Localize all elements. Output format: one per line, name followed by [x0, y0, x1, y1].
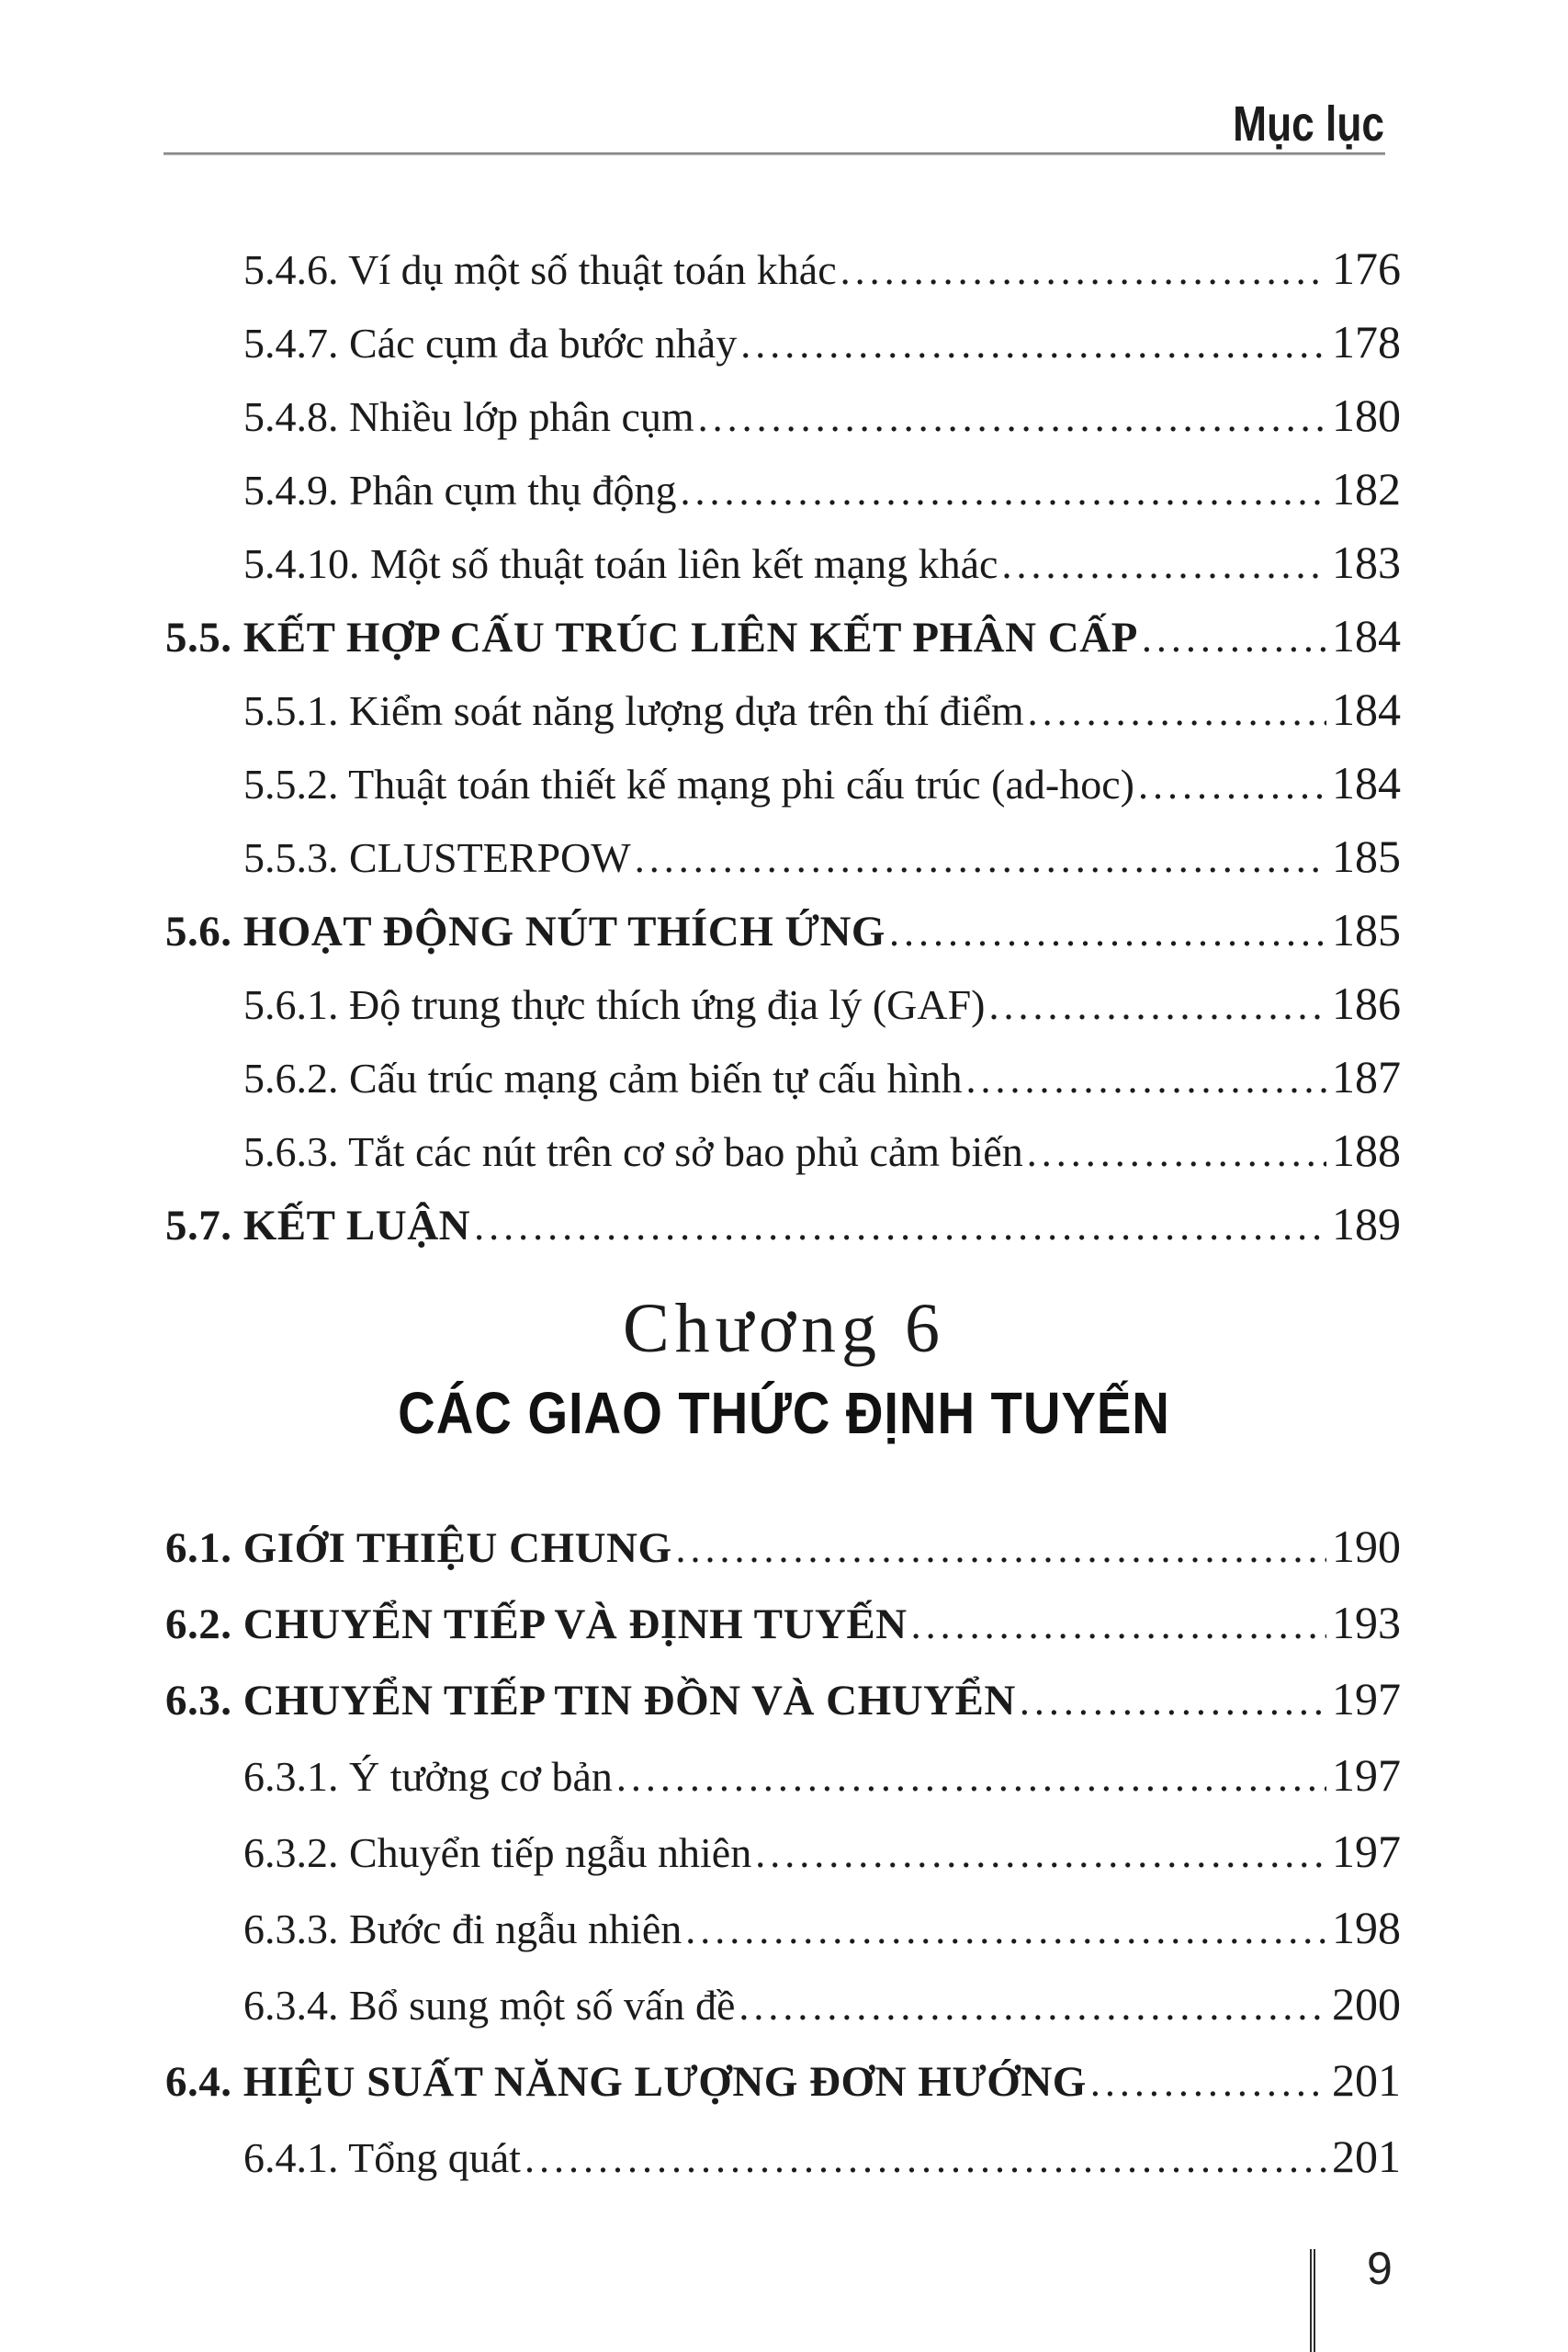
toc-entry-page: 201 — [1332, 2054, 1401, 2106]
dot-leader — [1001, 528, 1326, 602]
dot-leader — [616, 1739, 1326, 1815]
toc-entry-page: 197 — [1332, 1673, 1401, 1724]
toc-entry — [165, 746, 1401, 820]
toc-entry-label: 6.1. GIỚI THIỆU CHUNG — [165, 1524, 672, 1572]
chapter-kicker: Chương 6 — [622, 1290, 946, 1367]
toc-entry-page: 188 — [1332, 1125, 1401, 1176]
toc-entry-page: 180 — [1332, 390, 1401, 441]
toc-entry-label: 5.5.2. Thuật toán thiết kế mạng phi cấu trúc (ad-hoc) — [243, 761, 1134, 808]
toc-entry-page: 197 — [1332, 1749, 1401, 1801]
chapter-heading — [0, 1290, 1568, 1446]
dot-leader — [889, 896, 1326, 969]
toc-entry-page: 201 — [1332, 2131, 1401, 2182]
toc-entry — [165, 893, 1401, 967]
dot-leader — [1027, 1116, 1326, 1190]
toc-entry-page: 183 — [1332, 537, 1401, 588]
toc-entry — [165, 1966, 1401, 2042]
toc-entry-page: 198 — [1332, 1902, 1401, 1953]
toc-entry-label: 5.4.10. Một số thuật toán liên kết mạng khác — [243, 540, 998, 587]
toc-entry-label: 5.6.3. Tắt các nút trên cơ sở bao phủ cảm biến — [243, 1128, 1023, 1175]
toc-entry — [165, 1040, 1401, 1114]
toc-entry — [165, 1585, 1401, 1661]
dot-leader — [1138, 749, 1326, 822]
page-number: 9 — [1367, 2243, 1393, 2294]
toc-entry — [165, 599, 1401, 673]
toc-entry-page: 184 — [1332, 684, 1401, 735]
dot-leader — [1028, 675, 1326, 749]
toc-entry-label: 5.5. KẾT HỢP CẤU TRÚC LIÊN KẾT PHÂN CẤP — [165, 614, 1138, 662]
dot-leader — [698, 381, 1326, 455]
toc-entry-label: 5.6.2. Cấu trúc mạng cảm biến tự cấu hình — [243, 1055, 963, 1102]
toc-entry — [165, 1890, 1401, 1966]
dot-leader — [474, 1190, 1326, 1263]
toc-entry — [165, 452, 1401, 526]
toc-entry-label: 6.3.2. Chuyển tiếp ngẫu nhiên — [243, 1829, 752, 1876]
toc-entry-label: 6.4.1. Tổng quát — [243, 2134, 521, 2181]
toc-entry-label: 5.4.6. Ví dụ một số thuật toán khác — [243, 246, 837, 293]
toc-entry-page: 187 — [1332, 1051, 1401, 1102]
dot-leader — [685, 1892, 1326, 1968]
toc-entry-page: 184 — [1332, 610, 1401, 662]
toc-entry-label: 6.2. CHUYỂN TIẾP VÀ ĐỊNH TUYẾN — [165, 1600, 908, 1648]
dot-leader — [739, 1968, 1326, 2044]
toc-entry-label: 6.3.3. Bước đi ngẫu nhiên — [243, 1905, 682, 1952]
toc-entry — [165, 1814, 1401, 1890]
toc-entry-label: 5.7. KẾT LUẬN — [165, 1202, 471, 1250]
toc-entry-label: 6.4. HIỆU SUẤT NĂNG LƯỢNG ĐƠN HƯỚNG — [165, 2058, 1087, 2106]
toc-entry — [165, 305, 1401, 379]
dot-leader — [755, 1815, 1326, 1892]
toc-entry — [165, 967, 1401, 1040]
dot-leader — [740, 308, 1326, 381]
toc-part2 — [165, 1509, 1401, 2195]
toc-entry-page: 190 — [1332, 1521, 1401, 1572]
dot-leader — [1020, 1663, 1326, 1739]
toc-entry-label: 5.4.8. Nhiều lớp phân cụm — [243, 393, 694, 440]
toc-entry — [165, 1509, 1401, 1585]
toc-entry-label: 6.3.4. Bổ sung một số vấn đề — [243, 1982, 736, 2029]
toc-entry-page: 185 — [1332, 831, 1401, 882]
toc-entry-label: 5.4.7. Các cụm đa bước nhảy — [243, 320, 738, 367]
dot-leader — [840, 234, 1326, 308]
toc-entry-page: 184 — [1332, 757, 1401, 808]
toc-entry — [165, 2042, 1401, 2119]
toc-entry-label: 6.3.1. Ý tưởng cơ bản — [243, 1753, 613, 1800]
page-header-title: Mục lục — [1233, 96, 1384, 152]
footer-divider-line — [1310, 2249, 1315, 2352]
dot-leader — [680, 455, 1326, 528]
toc-entry — [165, 232, 1401, 305]
toc-entry — [165, 1114, 1401, 1187]
toc-entry — [165, 2119, 1401, 2195]
toc-entry — [165, 1661, 1401, 1737]
toc-entry-label: 5.6.1. Độ trung thực thích ứng địa lý (GAF) — [243, 981, 986, 1028]
toc-entry-page: 186 — [1332, 978, 1401, 1029]
toc-entry — [165, 673, 1401, 746]
dot-leader — [965, 1043, 1326, 1116]
toc-entry-page: 182 — [1332, 463, 1401, 514]
toc-entry — [165, 820, 1401, 893]
dot-leader — [635, 822, 1326, 896]
toc-entry — [165, 1737, 1401, 1814]
toc-entry-page: 178 — [1332, 316, 1401, 368]
toc-entry — [165, 1187, 1401, 1261]
dot-leader — [676, 1510, 1326, 1587]
chapter-title: CÁC GIAO THỨC ĐỊNH TUYẾN — [398, 1380, 1170, 1446]
toc-entry-page: 200 — [1332, 1978, 1401, 2030]
dot-leader — [1090, 2044, 1326, 2120]
toc-entry-label: 5.6. HOẠT ĐỘNG NÚT THÍCH ỨNG — [165, 908, 886, 956]
toc-entry — [165, 526, 1401, 599]
toc-entry — [165, 379, 1401, 452]
toc-entry-label: 5.4.9. Phân cụm thụ động — [243, 467, 677, 514]
toc-part1 — [165, 232, 1401, 1261]
header-rule — [164, 153, 1385, 155]
toc-entry-page: 197 — [1332, 1826, 1401, 1877]
toc-entry-page: 189 — [1332, 1198, 1401, 1250]
toc-entry-page: 193 — [1332, 1597, 1401, 1648]
dot-leader — [1142, 602, 1326, 675]
dot-leader — [989, 969, 1327, 1043]
toc-entry-label: 5.5.3. CLUSTERPOW — [243, 834, 631, 881]
dot-leader — [911, 1587, 1326, 1663]
toc-entry-label: 5.5.1. Kiểm soát năng lượng dựa trên thí điểm — [243, 687, 1024, 734]
toc-entry-page: 185 — [1332, 904, 1401, 956]
toc-entry-label: 6.3. CHUYỂN TIẾP TIN ĐỒN VÀ CHUYỂN — [165, 1677, 1016, 1724]
toc-entry-page: 176 — [1332, 243, 1401, 294]
dot-leader — [525, 2120, 1326, 2197]
